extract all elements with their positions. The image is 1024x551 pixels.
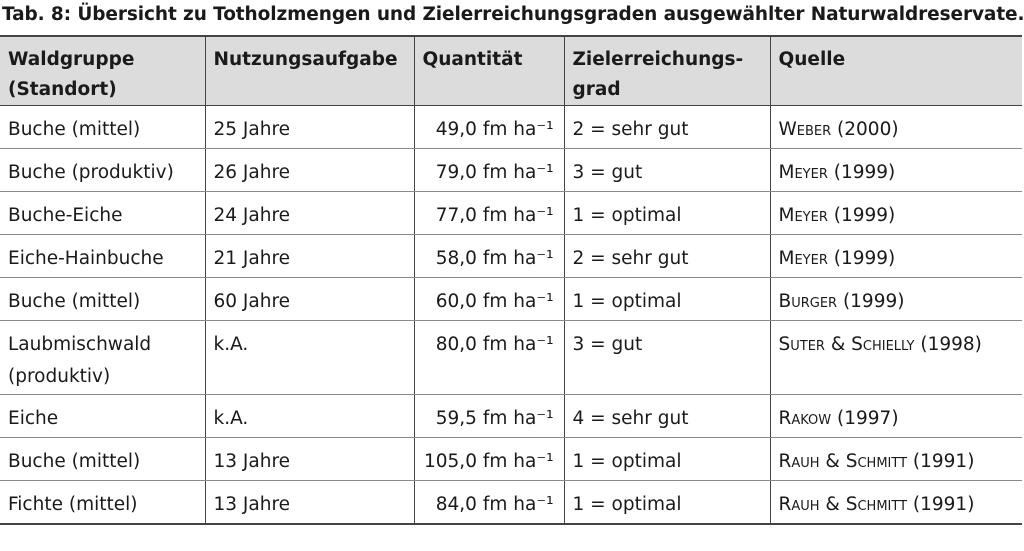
cell-quantitaet: 77,0 fm ha⁻¹ <box>414 192 564 235</box>
cell-quantitaet: 60,0 fm ha⁻¹ <box>414 278 564 321</box>
cell-zielerreichungsgrad: 2 = sehr gut <box>564 106 770 149</box>
cell-quelle: Meyer (1999) <box>770 192 1022 235</box>
cell-zielerreichungsgrad: 2 = sehr gut <box>564 235 770 278</box>
cell-zielerreichungsgrad: 1 = optimal <box>564 438 770 481</box>
header-waldgruppe: Waldgruppe (Standort) <box>0 36 205 106</box>
cell-quelle: Rakow (1997) <box>770 395 1022 438</box>
cell-zielerreichungsgrad: 3 = gut <box>564 321 770 395</box>
cell-zielerreichungsgrad: 4 = sehr gut <box>564 395 770 438</box>
deadwood-table <box>0 35 1022 525</box>
cell-quantitaet: 105,0 fm ha⁻¹ <box>414 438 564 481</box>
cell-nutzungsaufgabe: 13 Jahre <box>205 438 414 481</box>
table-row <box>0 235 1022 278</box>
cell-zielerreichungsgrad: 1 = optimal <box>564 192 770 235</box>
table-row <box>0 106 1022 149</box>
cell-quelle: Rauh & Schmitt (1991) <box>770 481 1022 524</box>
cell-zielerreichungsgrad: 1 = optimal <box>564 278 770 321</box>
table-row <box>0 481 1022 524</box>
table-row <box>0 149 1022 192</box>
cell-nutzungsaufgabe: 26 Jahre <box>205 149 414 192</box>
cell-waldgruppe: Buche (mittel) <box>0 106 205 149</box>
cell-nutzungsaufgabe: 21 Jahre <box>205 235 414 278</box>
cell-quantitaet: 79,0 fm ha⁻¹ <box>414 149 564 192</box>
cell-nutzungsaufgabe: 24 Jahre <box>205 192 414 235</box>
table-row <box>0 438 1022 481</box>
table-header-row <box>0 36 1022 106</box>
cell-nutzungsaufgabe: k.A. <box>205 395 414 438</box>
cell-nutzungsaufgabe: 25 Jahre <box>205 106 414 149</box>
cell-zielerreichungsgrad: 1 = optimal <box>564 481 770 524</box>
cell-zielerreichungsgrad: 3 = gut <box>564 149 770 192</box>
cell-quelle: Meyer (1999) <box>770 149 1022 192</box>
table-caption: Tab. 8: Übersicht zu Totholzmengen und Zielerreichungsgraden ausgewählter Naturwaldreservate. <box>2 4 1024 25</box>
header-quantitaet: Quantität <box>414 36 564 106</box>
cell-quelle: Weber (2000) <box>770 106 1022 149</box>
cell-waldgruppe: Laubmischwald (produktiv) <box>0 321 205 395</box>
cell-quantitaet: 80,0 fm ha⁻¹ <box>414 321 564 395</box>
cell-waldgruppe: Fichte (mittel) <box>0 481 205 524</box>
cell-waldgruppe: Buche (produktiv) <box>0 149 205 192</box>
cell-quelle: Burger (1999) <box>770 278 1022 321</box>
header-quelle: Quelle <box>770 36 1022 106</box>
cell-nutzungsaufgabe: 60 Jahre <box>205 278 414 321</box>
cell-waldgruppe: Buche (mittel) <box>0 438 205 481</box>
cell-nutzungsaufgabe: 13 Jahre <box>205 481 414 524</box>
table-row <box>0 321 1022 395</box>
header-zielerreichungsgrad: Zielerreichungs-grad <box>564 36 770 106</box>
cell-nutzungsaufgabe: k.A. <box>205 321 414 395</box>
cell-waldgruppe: Buche-Eiche <box>0 192 205 235</box>
table-row <box>0 192 1022 235</box>
header-nutzungsaufgabe: Nutzungsaufgabe <box>205 36 414 106</box>
cell-quantitaet: 59,5 fm ha⁻¹ <box>414 395 564 438</box>
cell-waldgruppe: Eiche-Hainbuche <box>0 235 205 278</box>
cell-quelle: Rauh & Schmitt (1991) <box>770 438 1022 481</box>
cell-waldgruppe: Buche (mittel) <box>0 278 205 321</box>
cell-quantitaet: 58,0 fm ha⁻¹ <box>414 235 564 278</box>
cell-quantitaet: 84,0 fm ha⁻¹ <box>414 481 564 524</box>
cell-waldgruppe: Eiche <box>0 395 205 438</box>
cell-quelle: Suter & Schielly (1998) <box>770 321 1022 395</box>
cell-quelle: Meyer (1999) <box>770 235 1022 278</box>
table-row <box>0 395 1022 438</box>
cell-quantitaet: 49,0 fm ha⁻¹ <box>414 106 564 149</box>
table-row <box>0 278 1022 321</box>
